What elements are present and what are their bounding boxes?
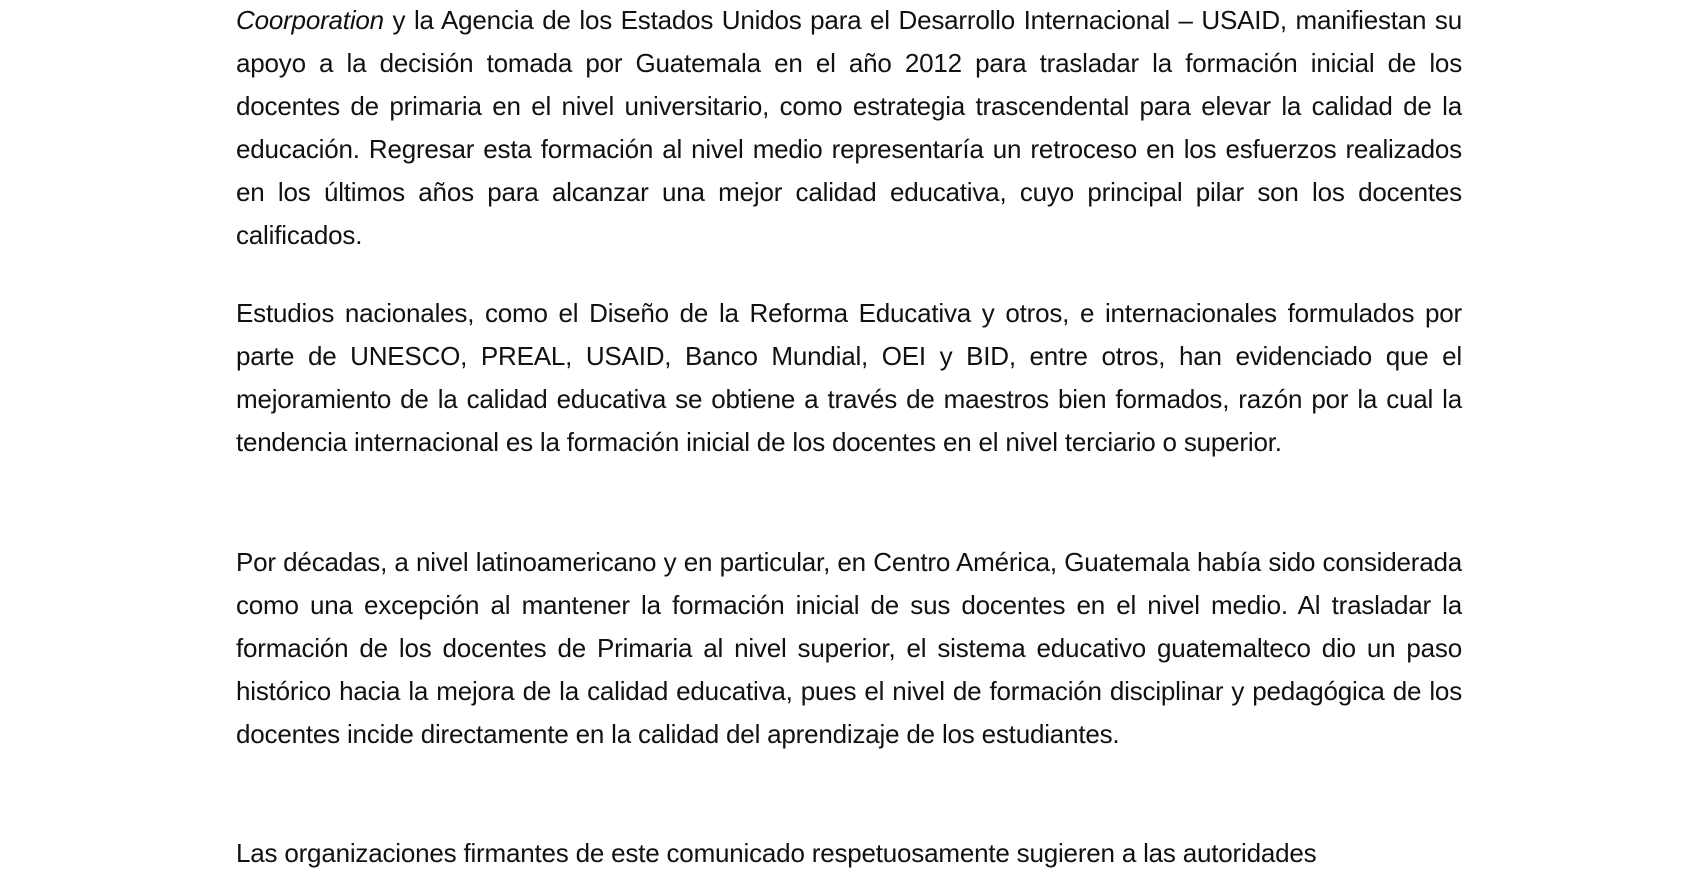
paragraph-3: Por décadas, a nivel latinoamericano y en particular, en Centro América, Guatemala había sido considerada como una excepción al mantener la formación inicial de sus docentes en el nivel medio. Al trasladar la formación de los docentes de Primaria al nivel superior, el sistema educativo guatemalteco dio un paso histórico hacia la mejora de la calidad educativa, pues el nivel de formación disciplinar y pedagógica de los docentes incide directamente en la calidad del aprendizaje de los estudiantes. bbox=[236, 547, 1462, 749]
paragraph-1-text: y la Agencia de los Estados Unidos para el Desarrollo Internacional – USAID, manifiestan su apoyo a la decisión tomada por Guatemala en el año 2012 para trasladar la formación inicial de los docentes de primaria en el nivel universitario, como estrategia trascendental para elevar la calidad de la educación. Regresar esta formación al nivel medio representaría un retroceso en los esfuerzos realizados en los últimos años para alcanzar una mejor calidad educativa, cuyo principal pilar son los docentes calificados. bbox=[236, 5, 1462, 250]
paragraph-1 bbox=[236, 0, 1462, 257]
paragraph-1-italic-lead: Coorporation bbox=[236, 5, 384, 35]
paragraph-4-partial: Las organizaciones firmantes de este comunicado respetuosamente sugieren a las autoridades bbox=[236, 838, 1317, 868]
paragraph-2: Estudios nacionales, como el Diseño de la Reforma Educativa y otros, e internacionales formulados por parte de UNESCO, PREAL, USAID, Banco Mundial, OEI y BID, entre otros, han evidenciado que el mejoramiento de la calidad educativa se obtiene a través de maestros bien formados, razón por la cual la tendencia internacional es la formación inicial de los docentes en el nivel terciario o superior. bbox=[236, 298, 1462, 457]
